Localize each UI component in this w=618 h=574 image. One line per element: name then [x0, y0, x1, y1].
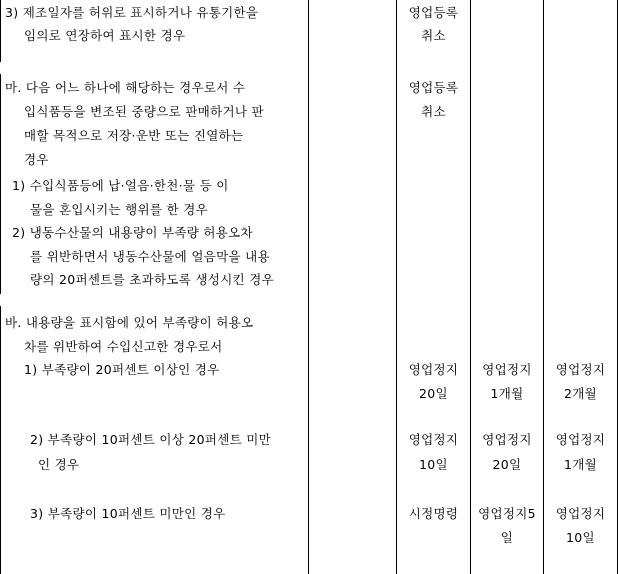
penalty-cell: 시정명령: [408, 506, 459, 521]
column-divider: [308, 0, 309, 574]
left-border: [0, 306, 1, 574]
item-3-line1: 3) 제조일자를 허위로 표시하거나 유통기한을: [5, 5, 259, 20]
penalty-cell: 1개월: [563, 457, 597, 472]
penalty-cell: 취소: [421, 104, 446, 119]
left-border: [0, 0, 1, 62]
column-divider: [470, 0, 471, 574]
penalty-cell: 영업정지: [482, 362, 532, 377]
penalty-cell: 영업정지: [482, 432, 532, 447]
item-ma-line3: 매할 목적으로 저장·운반 또는 진열하는: [24, 128, 244, 143]
penalty-cell: 영업정지: [555, 432, 606, 447]
item-ma1-line1: 1) 수입식품등에 납·얼음·한천·물 등 이: [12, 178, 229, 193]
item-3-line2: 임의로 연장하여 표시한 경우: [24, 28, 186, 43]
penalty-cell: 20일: [492, 457, 522, 472]
item-ba2-line2: 인 경우: [38, 457, 80, 472]
item-ma-line4: 경우: [24, 152, 49, 167]
left-border: [0, 74, 1, 294]
penalty-cell: 취소: [421, 28, 446, 43]
penalty-cell: 10일: [419, 457, 448, 472]
item-ma-line2: 입식품등을 변조된 중량으로 판매하거나 판: [24, 104, 264, 119]
penalty-cell: 영업등록: [408, 5, 459, 20]
item-ma-line1: 마. 다음 어느 하나에 해당하는 경우로서 수: [5, 80, 246, 95]
penalty-cell: 영업등록: [408, 80, 459, 95]
penalty-cell: 1개월: [490, 386, 524, 401]
item-ba3-line1: 3) 부족량이 10퍼센트 미만인 경우: [30, 506, 226, 521]
penalty-cell: 20일: [419, 386, 448, 401]
penalty-cell: 영업정지: [555, 506, 606, 521]
item-ma2-line3: 량의 20퍼센트를 초과하도록 생성시킨 경우: [30, 272, 274, 287]
penalty-cell: 영업정지5: [478, 506, 536, 521]
item-ma2-line1: 2) 냉동수산물의 내용량이 부족량 허용오차: [12, 225, 253, 240]
penalty-cell: 10일: [566, 530, 595, 545]
item-ba1-line1: 1) 부족량이 20퍼센트 이상인 경우: [24, 362, 220, 377]
penalty-cell: 영업정지: [408, 362, 459, 377]
penalty-cell: 일: [500, 530, 514, 545]
penalty-cell: 영업정지: [555, 362, 606, 377]
item-ba2-line1: 2) 부족량이 10퍼센트 이상 20퍼센트 미만: [30, 432, 272, 447]
penalty-cell: 영업정지: [408, 432, 459, 447]
item-ba-line2: 차를 위반하여 수입신고한 경우로서: [24, 339, 223, 354]
item-ma2-line2: 를 위반하면서 냉동수산물에 얼음막을 내용: [30, 249, 270, 264]
item-ma1-line2: 물을 혼입시키는 행위를 한 경우: [30, 202, 208, 217]
item-ba-line1: 바. 내용량을 표시함에 있어 부족량이 허용오: [5, 315, 254, 330]
column-divider: [543, 0, 544, 574]
penalty-cell: 2개월: [563, 386, 597, 401]
